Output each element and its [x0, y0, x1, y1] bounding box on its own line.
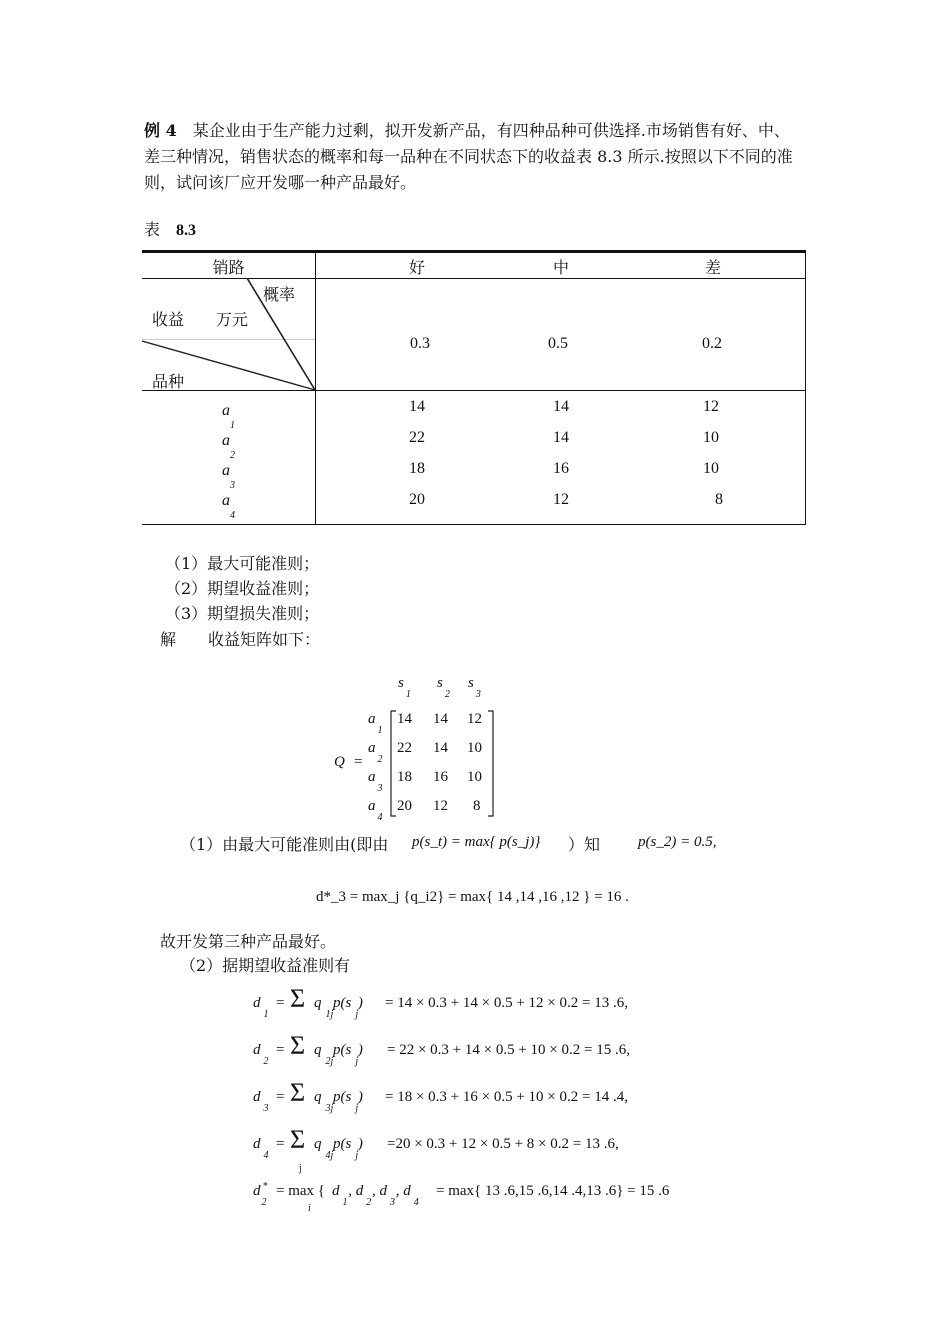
solution-label: 解 收益矩阵如下： [160, 630, 321, 649]
cell-a3-poor: 10 [703, 460, 719, 477]
step1-dstar: d*_3 = max_j {q_i2} = max{ 14 ,14 ,16 ,12 } = 16 . [316, 889, 629, 905]
col-header-medium: 中 [552, 258, 569, 277]
matrix-row-label-2: $a_2$ [368, 740, 383, 765]
matrix-label: Q [334, 754, 345, 770]
matrix-col-header-1: $s_1$ [398, 675, 411, 700]
col-header-good: 好 [408, 258, 425, 277]
matrix-cell-2-3: 10 [467, 740, 482, 756]
intro-paragraph [144, 118, 810, 196]
intro-line-2: 差三种情况，销售状态的概率和每一品种在不同状态下的收益表 8.3 所示.按照以下不同的准 [144, 147, 793, 166]
table-right-rule [805, 253, 806, 525]
cell-a2-poor: 10 [703, 429, 719, 446]
matrix-right-bracket [488, 711, 493, 816]
cell-a2-medium: 14 [553, 429, 569, 446]
criterion-1: （1）最大可能准则； [165, 554, 320, 573]
intro-line-3: 则，试问该厂应开发哪一种产品最好。 [144, 173, 417, 192]
matrix-cell-2-1: 22 [397, 740, 412, 756]
matrix-left-bracket [391, 711, 396, 816]
col-header-poor: 差 [704, 258, 721, 277]
table-top-rule [142, 250, 806, 253]
sigma-icon: Σ [290, 984, 306, 1013]
table-bottom-rule [142, 524, 806, 525]
row-label: a [222, 432, 230, 449]
sum-index-j: j [299, 1163, 302, 1174]
example-label: 例 4 [144, 121, 177, 140]
matrix-cell-1-1: 14 [397, 711, 412, 727]
step1-close: ）知 [568, 835, 601, 854]
cell-a1-poor: 12 [703, 398, 719, 415]
matrix-row-label-1: $a_1$ [368, 711, 383, 736]
matrix-cell-3-2: 16 [433, 769, 448, 785]
cell-a4-medium: 12 [553, 491, 569, 508]
criterion-2: （2）期望收益准则； [165, 579, 320, 598]
sigma-icon: Σ [290, 1031, 306, 1060]
row-label: a [222, 492, 230, 509]
matrix-equals: = [354, 754, 363, 770]
cell-a1-good: 14 [409, 398, 425, 415]
cell-a3-good: 18 [409, 460, 425, 477]
step1-result: p(s_2) = 0.5, [638, 834, 717, 850]
row-label: a [222, 462, 230, 479]
matrix-cell-3-3: 10 [467, 769, 482, 785]
diag-label-variety: 品种 [152, 372, 185, 391]
matrix-cell-4-1: 20 [397, 798, 412, 814]
matrix-row-label-4: $a_4$ [368, 798, 383, 823]
cell-a4-poor: 8 [715, 491, 723, 508]
matrix-col-header-2: $s_2$ [437, 675, 450, 700]
prob-poor: 0.2 [702, 335, 722, 352]
matrix-cell-2-2: 14 [433, 740, 448, 756]
diag-label-income: 收益 万元 [152, 310, 249, 329]
header-corner: 销路 [212, 258, 245, 277]
diag-label-probability: 概率 [263, 285, 296, 304]
prob-medium: 0.5 [548, 335, 568, 352]
matrix-cell-1-3: 12 [467, 711, 482, 727]
criterion-3: （3）期望损失准则； [165, 604, 320, 623]
step1-formula: p(s_t) = max{ p(s_j)} [412, 834, 541, 850]
matrix-cell-4-3: 8 [473, 798, 481, 814]
matrix-col-header-3: $s_3$ [468, 675, 481, 700]
sigma-icon: Σ [290, 1125, 306, 1154]
matrix-cell-3-1: 18 [397, 769, 412, 785]
final-expression: = max{ 13 .6,15 .6,14 .4,13 .6} = 15 .6 [436, 1183, 670, 1199]
cell-a2-good: 22 [409, 429, 425, 446]
matrix-cell-4-2: 12 [433, 798, 448, 814]
prob-good: 0.3 [410, 335, 430, 352]
cell-a3-medium: 16 [553, 460, 569, 477]
matrix-row-label-3: $a_3$ [368, 769, 383, 794]
step1-conclusion: 故开发第三种产品最好。 [160, 932, 337, 951]
matrix-cell-1-2: 14 [433, 711, 448, 727]
table-caption: 表 8.3 [144, 220, 197, 239]
cell-a4-good: 20 [409, 491, 425, 508]
sigma-icon: Σ [290, 1078, 306, 1107]
intro-line-1: 例 4 某企业由于生产能力过剩，拟开发新产品，有四种品种可供选择.市场销售有好、中、 [144, 121, 790, 140]
step2-title: （2）据期望收益准则有 [180, 956, 351, 975]
row-label: a [222, 402, 230, 419]
cell-a1-medium: 14 [553, 398, 569, 415]
step1-prefix: （1）由最大可能准则由(即由 [180, 835, 389, 854]
